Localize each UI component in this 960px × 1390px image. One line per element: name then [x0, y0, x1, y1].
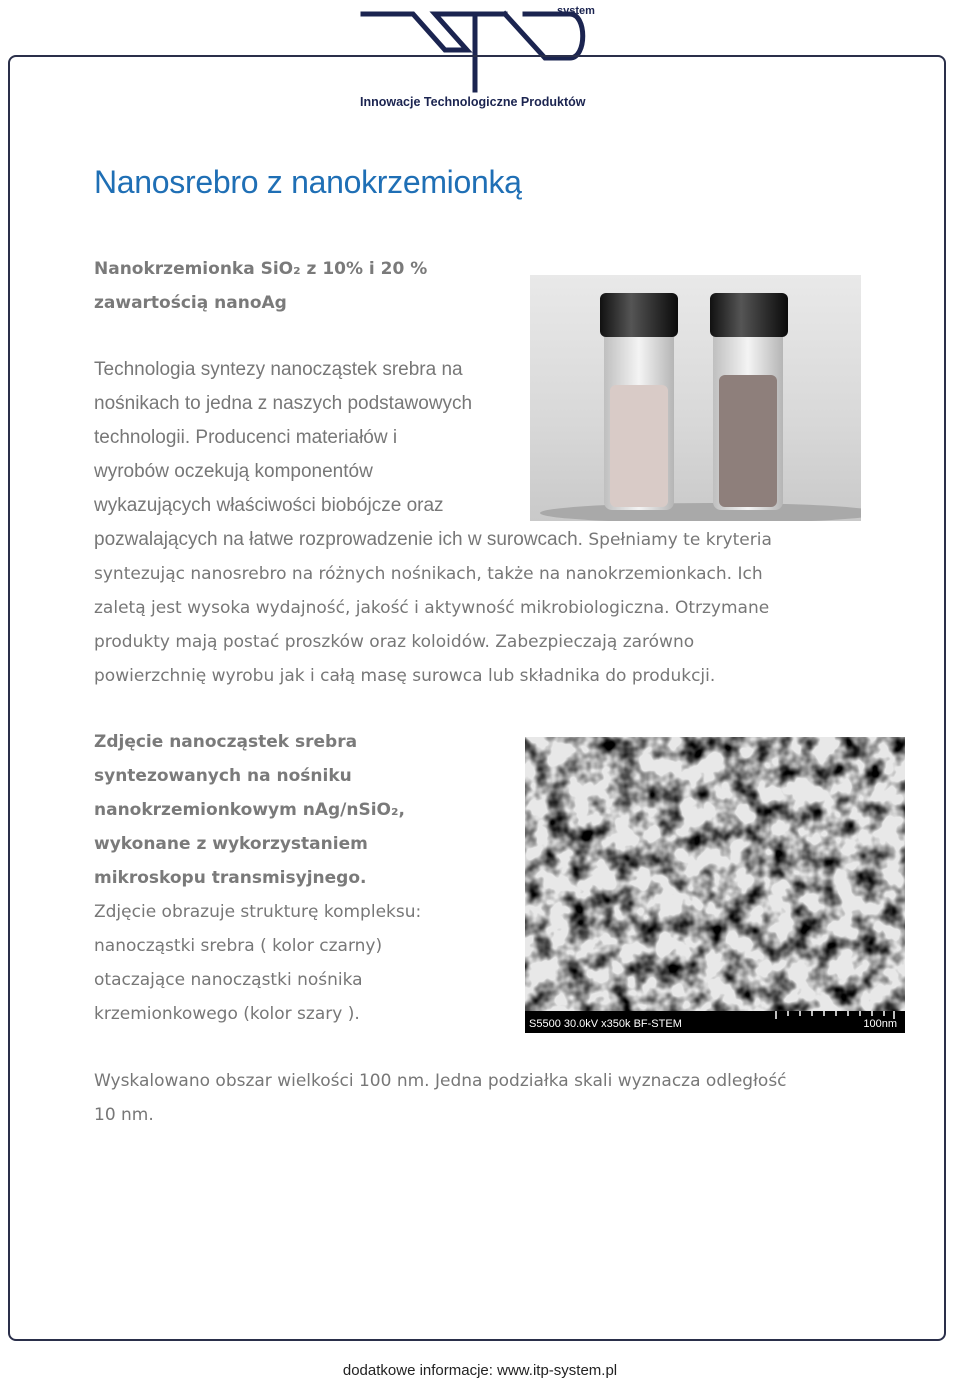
- stem-parameters: S5500 30.0kV x350k BF-STEM: [529, 1018, 682, 1030]
- scale-note-line-2: 10 nm.: [94, 1105, 154, 1125]
- content-frame: [8, 55, 946, 1341]
- vials-photo: [530, 275, 861, 521]
- body-line-4: powierzchnię wyrobu jak i całą masę surowca lub składnika do produkcji.: [94, 666, 716, 686]
- section2-heading-line-5: mikroskopu transmisyjnego.: [94, 868, 367, 888]
- section1-heading-line-2: zawartością nanoAg: [94, 293, 287, 313]
- stem-micrograph: [525, 737, 905, 1033]
- stem-scale-label: 100nm: [863, 1018, 897, 1030]
- section2-heading-line-1: Zdjęcie nanocząstek srebra: [94, 732, 358, 752]
- section2-heading-line-4: wykonane z wykorzystaniem: [94, 834, 368, 854]
- logo-system-text: system: [557, 5, 595, 17]
- section2-desc-line-3: otaczające nanocząstki nośnika: [94, 970, 363, 990]
- body-line-1: syntezując nanosrebro na różnych nośnikach, także na nanokrzemionkach. Ich: [94, 564, 763, 584]
- logo-tagline: Innowacje Technologiczne Produktów: [360, 95, 586, 109]
- footer-info: dodatkowe informacje: www.itp-system.pl: [342, 1362, 618, 1379]
- section2-heading-line-3: nanokrzemionkowym nAg/nSiO₂,: [94, 800, 405, 820]
- scale-note-line-1: Wyskalowano obszar wielkości 100 nm. Jedna podziałka skali wyznacza odległość: [94, 1071, 787, 1091]
- intro-line-5: wykazujących właściwości biobójcze oraz: [94, 495, 444, 516]
- intro-line-6: [94, 523, 772, 557]
- body-line-3: produkty mają postać proszków oraz koloidów. Zabezpieczają zarówno: [94, 632, 695, 652]
- page-title: Nanosrebro z nanokrzemionką: [94, 164, 522, 200]
- intro-line-1: Technologia syntezy nanocząstek srebra na: [94, 359, 463, 380]
- section2-heading-line-2: syntezowanych na nośniku: [94, 766, 352, 786]
- section2-desc-line-4: krzemionkowego (kolor szary ).: [94, 1004, 360, 1024]
- section2-desc-line-1: Zdjęcie obrazuje strukturę kompleksu:: [94, 902, 422, 922]
- intro-line-3: technologii. Producenci materiałów i: [94, 427, 398, 448]
- stem-info-bar: [525, 1011, 905, 1033]
- intro-line-4: wyrobów oczekują komponentów: [94, 461, 373, 482]
- intro-line-6-sans: pozwalających na łatwe rozprowadzenie ich w surowcach.: [94, 529, 583, 550]
- micrograph-texture: [525, 737, 905, 1033]
- intro-line-6-rest: Spełniamy te kryteria: [582, 530, 772, 550]
- body-line-2: zaletą jest wysoka wydajność, jakość i aktywność mikrobiologiczna. Otrzymane: [94, 598, 770, 618]
- intro-line-2: nośnikach to jedna z naszych podstawowych: [94, 393, 473, 414]
- section1-heading-line-1: Nanokrzemionka SiO₂ z 10% i 20 %: [94, 259, 428, 279]
- section2-desc-line-2: nanocząstki srebra ( kolor czarny): [94, 936, 383, 956]
- vials-illustration: [530, 275, 861, 521]
